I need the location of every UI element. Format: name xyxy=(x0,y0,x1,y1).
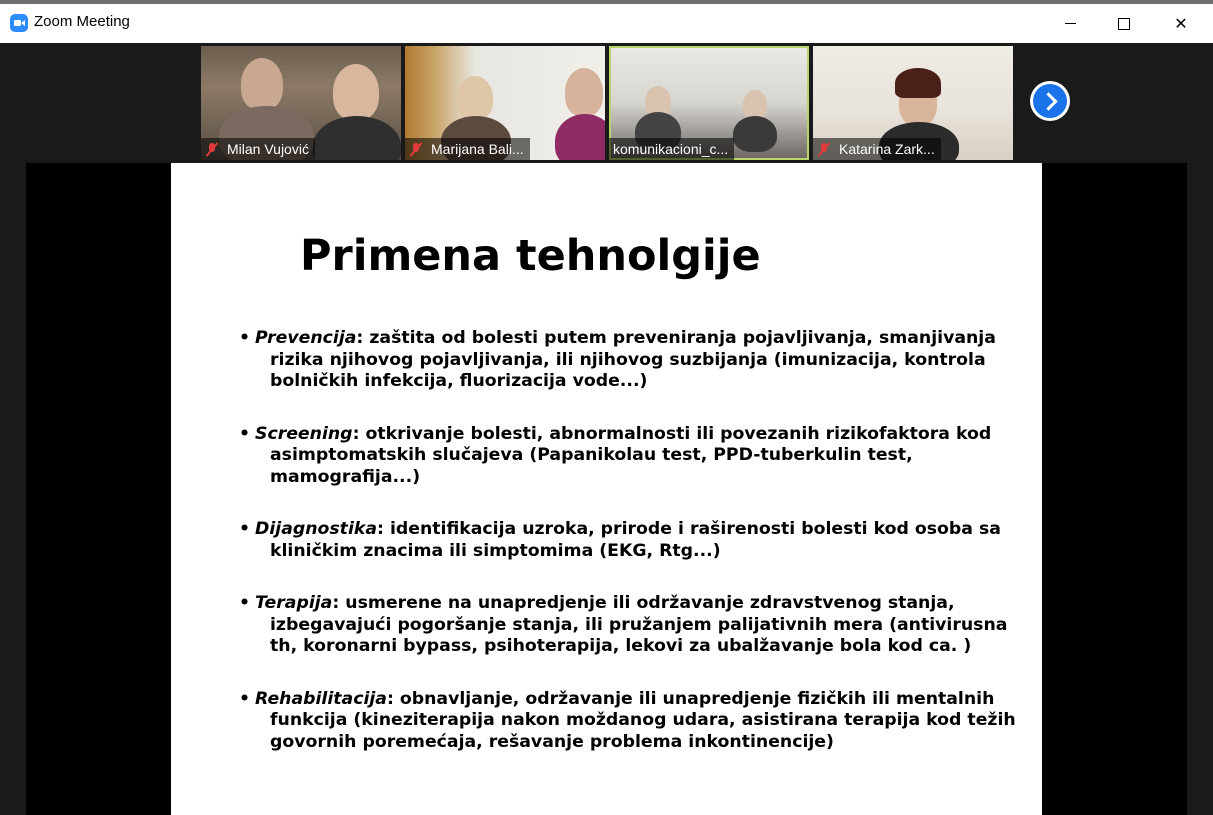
participant-body xyxy=(313,116,401,160)
bullet-text: : obnavljanje, održavanje ili unapredjenje fizičkih ili mentalnih funkcija (kineziterapija nakon moždanog udara, asistirana terapija kod težih govornih poremećaja, rešavanje problema inkontinencije) xyxy=(270,688,1016,752)
meeting-area xyxy=(0,43,1213,815)
mic-muted-icon xyxy=(817,142,831,156)
participant-name: Milan Vujović xyxy=(227,141,309,157)
participant-nametag xyxy=(201,138,315,160)
close-icon: ✕ xyxy=(1174,15,1188,33)
participant-nametag xyxy=(609,138,734,160)
participant-face xyxy=(457,76,493,120)
participant-nametag xyxy=(813,138,941,160)
next-participants-button[interactable] xyxy=(1030,81,1070,121)
participant-face xyxy=(333,64,379,120)
participant-body xyxy=(733,116,777,152)
slide-bullet xyxy=(237,328,1017,393)
bullet-text: : identifikacija uzroka, prirode i raširenosti bolesti kod osoba sa kliničkim znacima ili simptomima (EKG, Rtg...) xyxy=(270,519,1001,561)
window-title: Zoom Meeting xyxy=(34,13,130,30)
chevron-right-icon xyxy=(1039,92,1057,110)
maximize-button[interactable] xyxy=(1101,4,1147,43)
slide-bullet xyxy=(237,689,1017,754)
participant-video-4[interactable] xyxy=(813,46,1013,160)
presentation-slide xyxy=(171,163,1042,815)
minimize-button[interactable] xyxy=(1047,4,1093,43)
bullet-term: Terapija xyxy=(255,593,333,613)
mic-muted-icon xyxy=(205,142,219,156)
minimize-icon xyxy=(1065,23,1076,24)
zoom-logo-icon xyxy=(10,14,28,32)
slide-bullet xyxy=(237,424,1017,489)
bullet-term: Rehabilitacija xyxy=(255,688,387,709)
slide-bullet xyxy=(237,519,1017,562)
participant-video-1[interactable] xyxy=(201,46,401,160)
mic-muted-icon xyxy=(409,142,423,156)
slide-title: Primena tehnolgije xyxy=(300,231,761,281)
maximize-icon xyxy=(1118,18,1130,30)
bullet-text: : otkrivanje bolesti, abnormalnosti ili povezanih rizikofaktora kod asimptomatskih slučajeva (Papanikolau test, PPD-tuberkulin test, mamografija...) xyxy=(270,423,992,487)
participant-body xyxy=(555,114,605,160)
participant-video-3[interactable] xyxy=(609,46,809,160)
participant-hair xyxy=(895,68,941,98)
slide-bullet-list xyxy=(237,328,1017,784)
participant-face xyxy=(241,58,283,110)
participant-video-2[interactable] xyxy=(405,46,605,160)
close-button[interactable] xyxy=(1158,4,1204,43)
shared-screen xyxy=(26,163,1187,815)
window-title-bar xyxy=(0,0,1213,43)
participant-nametag xyxy=(405,138,530,160)
participant-face xyxy=(565,68,603,116)
bullet-term: Prevencija xyxy=(255,328,357,348)
participant-name: komunikacioni_c... xyxy=(613,141,729,157)
slide-bullet xyxy=(237,593,1017,658)
next-button-circle xyxy=(1033,84,1067,118)
bullet-text: : usmerene na unapredjenje ili održavanje zdravstvenog stanja, izbegavajući pogoršanje stanja, ili pružanjem palijativnih mera (antivirusna th, koronarni bypass, psihoterapija, lekovi za ubalžavanje bola kod ca. ) xyxy=(270,593,1008,656)
bullet-term: Dijagnostika xyxy=(255,519,378,539)
bullet-term: Screening xyxy=(255,423,353,444)
participant-name: Katarina Zark... xyxy=(839,141,935,157)
bullet-text: : zaštita od bolesti putem preveniranja pojavljivanja, smanjivanja rizika njihovog pojavljivanja, ili njihovog suzbijanja (imunizacija, kontrola bolničkih infekcija, fluorizacija vode...) xyxy=(270,328,996,391)
participant-name: Marijana Bali... xyxy=(431,141,524,157)
